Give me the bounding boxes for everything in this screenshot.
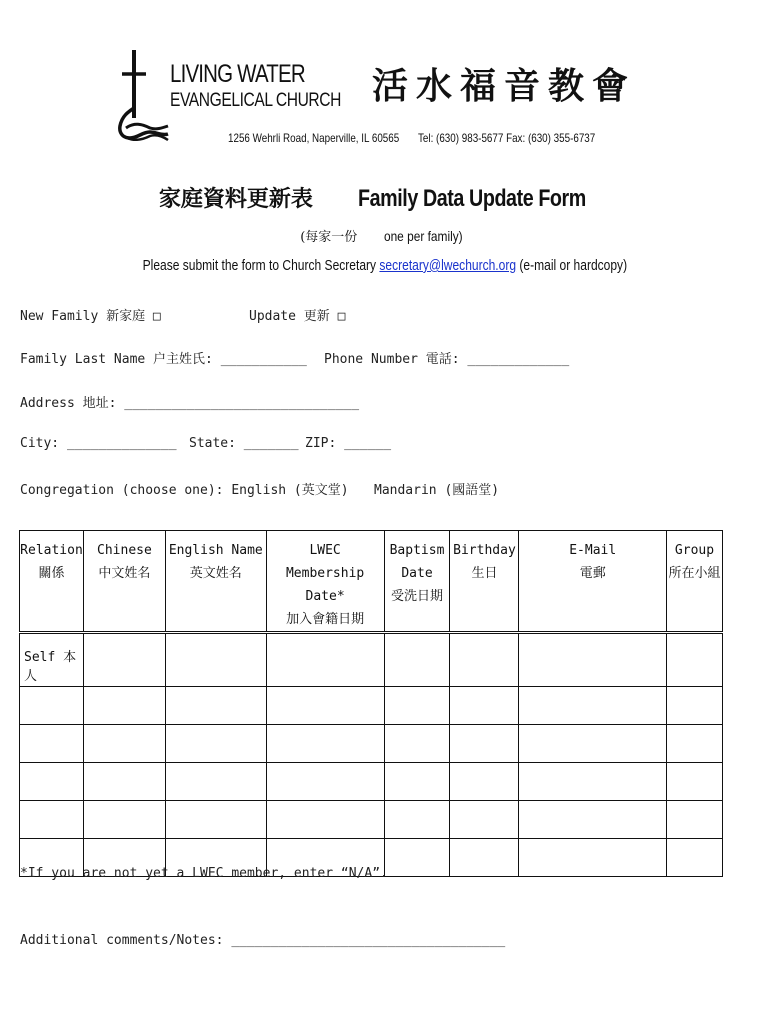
update-checkbox[interactable]: Update 更新 □	[249, 309, 346, 324]
family-last-name-field[interactable]: Family Last Name 户主姓氏: ___________	[20, 352, 307, 367]
table-cell[interactable]	[667, 725, 723, 763]
table-cell[interactable]	[384, 687, 450, 725]
new-family-checkbox[interactable]: New Family 新家庭 □	[20, 309, 161, 324]
table-cell[interactable]	[519, 725, 667, 763]
table-cell[interactable]	[450, 839, 519, 877]
phone-number-field[interactable]: Phone Number 電話: _____________	[324, 352, 570, 367]
table-cell[interactable]	[667, 763, 723, 801]
form-title	[0, 182, 770, 213]
table-cell[interactable]	[83, 687, 165, 725]
table-cell[interactable]	[667, 687, 723, 725]
church-name-chinese: 活水福音教會	[372, 65, 637, 107]
table-cell[interactable]	[165, 633, 266, 687]
table-row	[20, 725, 723, 763]
submit-instructions	[0, 258, 770, 274]
table-row	[20, 763, 723, 801]
table-cell[interactable]	[20, 725, 84, 763]
per-family-note	[0, 226, 770, 245]
header-email: E-Mail 電郵	[519, 531, 667, 633]
per-family-chinese: (每家一份	[300, 230, 358, 245]
per-family-english: one per family)	[384, 228, 463, 244]
table-cell[interactable]	[519, 763, 667, 801]
header-baptism-date: Baptism Date 受洗日期	[384, 531, 450, 633]
table-cell[interactable]	[384, 839, 450, 877]
header-english-name: English Name 英文姓名	[165, 531, 266, 633]
table-cell[interactable]	[384, 633, 450, 687]
zip-field[interactable]: ZIP: ______	[305, 436, 392, 451]
table-cell[interactable]	[450, 801, 519, 839]
header-chinese-name: Chinese 中文姓名	[83, 531, 165, 633]
self-relation-cell: Self 本人	[20, 633, 84, 687]
table-cell[interactable]	[384, 801, 450, 839]
table-cell[interactable]	[450, 633, 519, 687]
table-cell[interactable]	[519, 801, 667, 839]
table-cell[interactable]	[667, 839, 723, 877]
table-cell[interactable]	[667, 801, 723, 839]
secretary-email-link[interactable]: secretary@lwechurch.org	[379, 258, 517, 274]
congregation-mandarin-option[interactable]: Mandarin (國語堂)	[374, 483, 500, 498]
church-name-line2: EVANGELICAL CHURCH	[170, 90, 341, 111]
table-cell[interactable]	[266, 633, 384, 687]
table-cell[interactable]	[450, 725, 519, 763]
congregation-english-option[interactable]: Congregation (choose one): English (英文堂)	[20, 483, 349, 498]
table-cell[interactable]	[83, 633, 165, 687]
table-cell[interactable]	[266, 763, 384, 801]
header-group: Group 所在小組	[667, 531, 723, 633]
table-cell[interactable]	[519, 633, 667, 687]
church-name-line1: LIVING WATER	[170, 60, 305, 88]
table-cell[interactable]	[20, 687, 84, 725]
table-cell[interactable]	[83, 801, 165, 839]
church-phone-fax: Tel: (630) 983-5677 Fax: (630) 355-6737	[418, 131, 596, 145]
header-membership-date: LWEC Membership Date* 加入會籍日期	[266, 531, 384, 633]
table-header-row	[20, 531, 723, 633]
table-cell[interactable]	[667, 633, 723, 687]
table-cell[interactable]	[266, 725, 384, 763]
table-cell[interactable]	[384, 763, 450, 801]
submit-suffix: (e-mail or hardcopy)	[516, 258, 628, 274]
church-address: 1256 Wehrli Road, Naperville, IL 60565	[228, 131, 400, 145]
family-members-table	[19, 530, 723, 877]
table-cell[interactable]	[83, 725, 165, 763]
table-cell[interactable]	[450, 763, 519, 801]
table-cell[interactable]	[519, 839, 667, 877]
form-title-english: Family Data Update Form	[358, 185, 587, 212]
table-cell[interactable]	[266, 687, 384, 725]
state-field[interactable]: State: _______	[189, 436, 299, 451]
membership-footnote: *If you are not yet a LWEC member, enter “N/A”.	[20, 866, 388, 881]
table-row	[20, 687, 723, 725]
table-cell[interactable]	[165, 763, 266, 801]
table-cell[interactable]	[20, 801, 84, 839]
table-row	[20, 633, 723, 687]
table-row	[20, 801, 723, 839]
submit-prefix: Please submit the form to Church Secretary	[142, 258, 380, 274]
form-title-chinese: 家庭資料更新表	[158, 186, 313, 212]
table-cell[interactable]	[266, 801, 384, 839]
table-cell[interactable]	[519, 687, 667, 725]
table-cell[interactable]	[165, 687, 266, 725]
table-cell[interactable]	[450, 687, 519, 725]
address-field[interactable]: Address 地址: ______________________________	[20, 396, 360, 411]
table-cell[interactable]	[165, 801, 266, 839]
header-birthday: Birthday 生日	[450, 531, 519, 633]
table-cell[interactable]	[165, 725, 266, 763]
table-cell[interactable]	[384, 725, 450, 763]
additional-comments-field[interactable]: Additional comments/Notes: ___________________________________	[20, 933, 506, 948]
table-cell[interactable]	[20, 763, 84, 801]
table-cell[interactable]	[83, 763, 165, 801]
city-field[interactable]: City: ______________	[20, 436, 177, 451]
cross-water-logo-icon	[112, 48, 172, 148]
header-relation: Relation 關係	[20, 531, 84, 633]
